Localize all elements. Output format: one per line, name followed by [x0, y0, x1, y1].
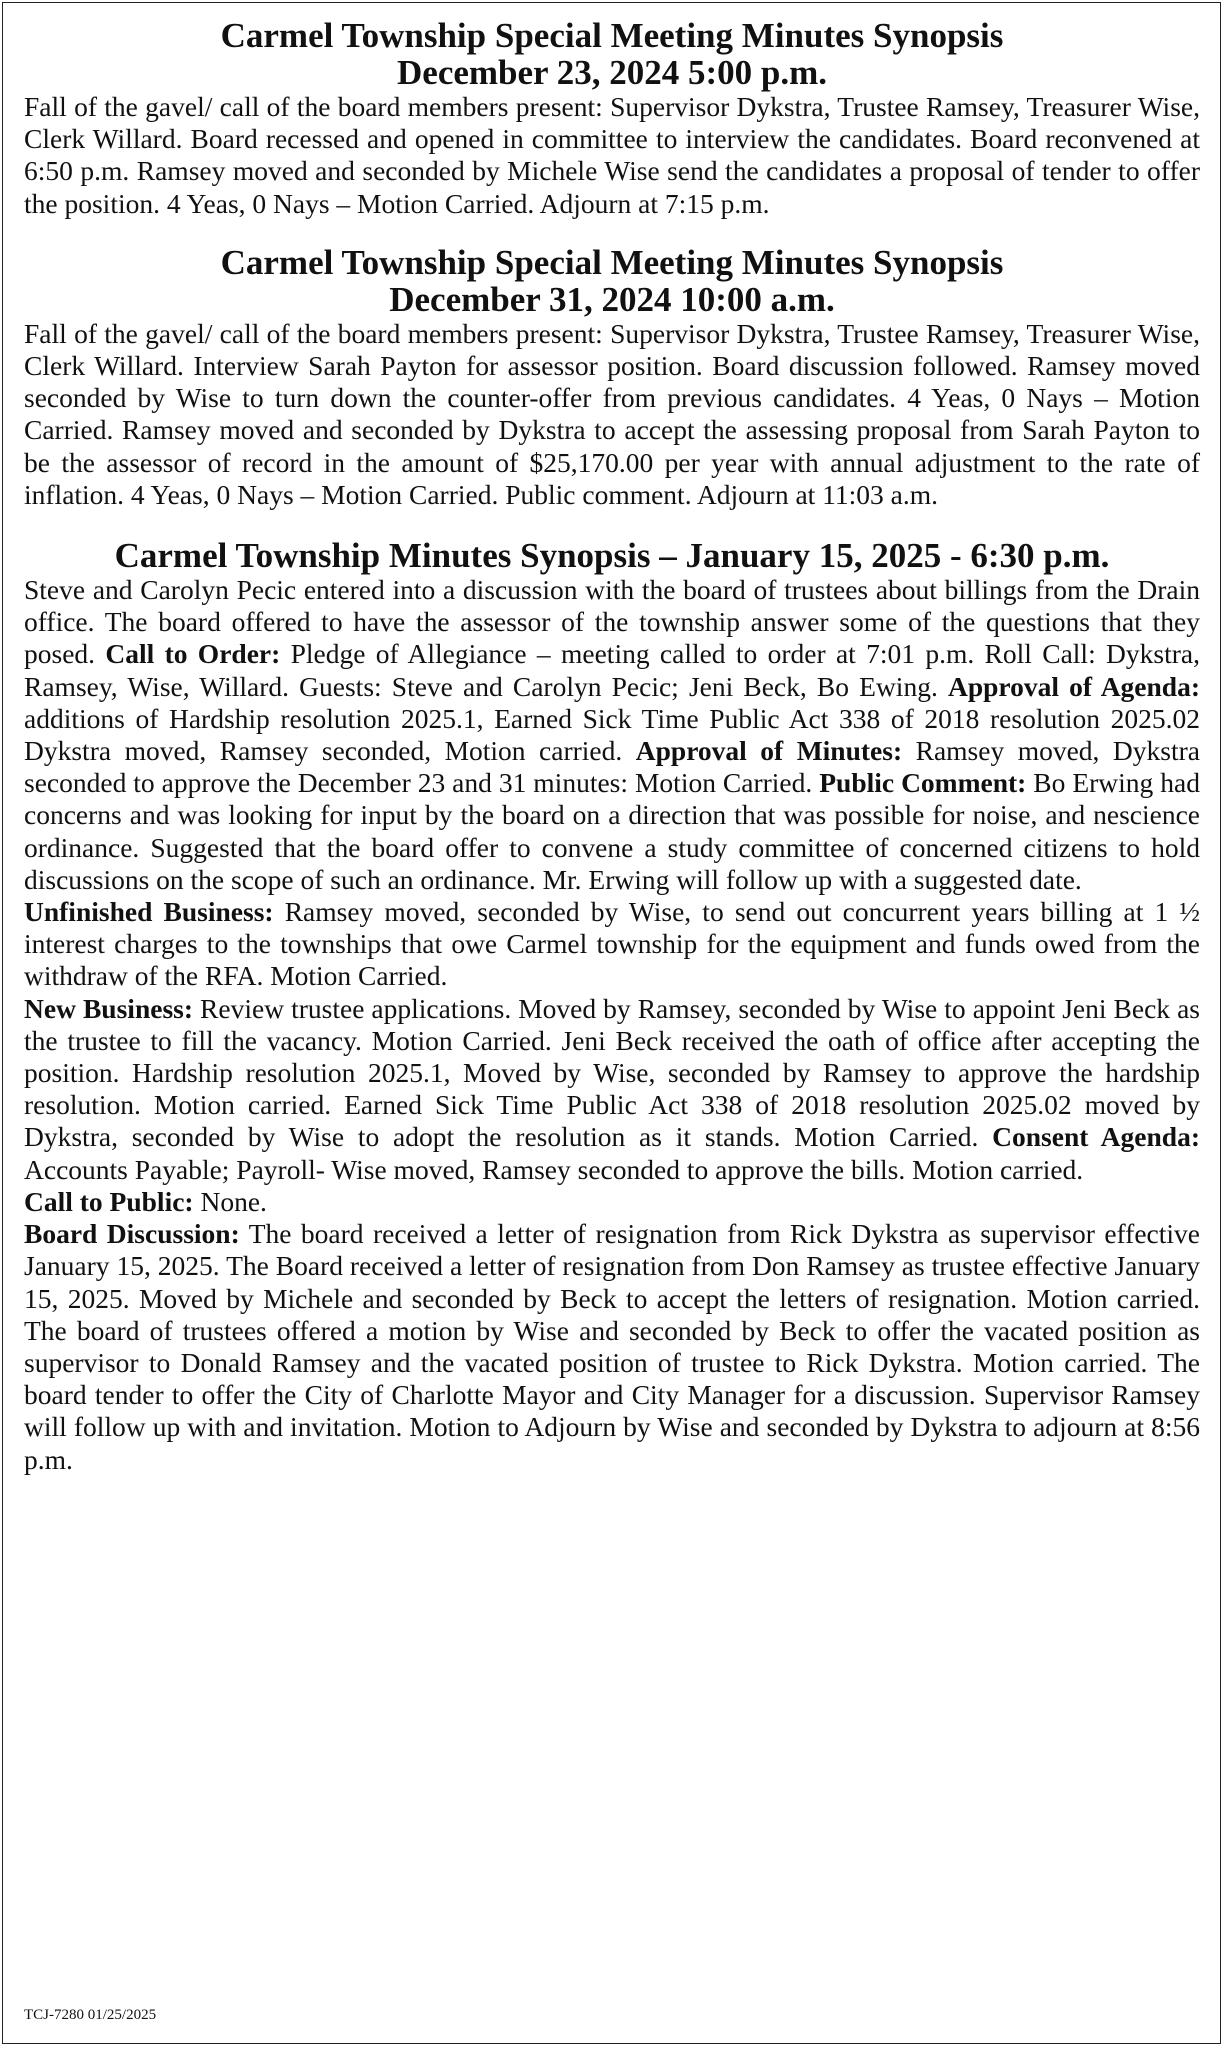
call-to-public	[24, 1186, 1200, 1218]
intro-text: Steve and Carolyn Pecic entered into a discussion with the board of trustees about billings from the Drain office. The board offered to have the assessor of the township answer some of the questions that they posed.	[24, 574, 1200, 670]
approval-agenda-label: Approval of Agenda:	[947, 670, 1200, 702]
unfinished-business-label: Unfinished Business:	[24, 896, 274, 928]
call-to-order-text: Pledge of Allegiance – meeting called to order at 7:01 p.m. Roll Call: Dykstra, Ramsey, Wise, Willard. Guests: Steve and Carolyn Pecic; Jeni Beck, Bo Ewing.	[24, 638, 1200, 702]
meeting-jan-15-opening	[24, 574, 1200, 896]
consent-agenda-text: Accounts Payable; Payroll- Wise moved, Ramsey seconded to approve the bills. Motion carried.	[24, 1153, 1084, 1185]
legal-notice	[2, 2, 1221, 2044]
board-discussion-label: Board Discussion:	[24, 1218, 240, 1250]
meeting-dec-31-title: Carmel Township Special Meeting Minutes Synopsis	[220, 242, 1004, 282]
meeting-dec-23-body: Fall of the gavel/ call of the board members present: Supervisor Dykstra, Trustee Ramsey, Treasurer Wise, Clerk Willard. Board recessed and opened in committee to interview the candidates. Board reconvened at 6:50 p.m. Ramsey moved and seconded by Michele Wise send the candidates a proposal of tender to offer the position. 4 Yeas, 0 Nays – Motion Carried. Adjourn at 7:15 p.m.	[24, 91, 1200, 219]
board-discussion	[24, 1218, 1200, 1476]
new-business	[24, 993, 1200, 1186]
section-spacer	[24, 220, 1200, 244]
meeting-dec-23	[24, 17, 1200, 220]
meeting-jan-15-title: Carmel Township Minutes Synopsis – January 15, 2025 - 6:30 p.m.	[114, 536, 1110, 576]
meeting-dec-23-datetime: December 23, 2024 5:00 p.m.	[397, 53, 827, 92]
meeting-dec-31-body: Fall of the gavel/ call of the board members present: Supervisor Dykstra, Trustee Ramsey, Treasurer Wise, Clerk Willard. Interview Sarah Payton for assessor position. Board discussion followed. Ramsey moved seconded by Wise to turn down the counter-offer from previous candidates. 4 Yeas, 0 Nays – Motion Carried. Ramsey moved and seconded by Dykstra to accept the assessing proposal from Sarah Payton to be the assessor of record in the amount of $25,170.00 per year with annual adjustment to the rate of inflation. 4 Yeas, 0 Nays – Motion Carried. Public comment. Adjourn at 11:03 a.m.	[24, 317, 1200, 510]
board-discussion-text: The board received a letter of resignation from Rick Dykstra as supervisor effective January 15, 2025. The Board received a letter of resignation from Don Ramsey as trustee effective January 15, 2025. Moved by Michele and seconded by Beck to accept the letters of resignation. Motion carried. The board of trustees offered a motion by Wise and seconded by Beck to offer the vacated position as supervisor to Donald Ramsey and the vacated position of trustee to Rick Dykstra. Motion carried. The board tender to offer the City of Charlotte Mayor and City Manager for a discussion. Supervisor Ramsey will follow up with and invitation. Motion to Adjourn by Wise and seconded by Dykstra to adjourn at 8:56 p.m.	[24, 1218, 1200, 1475]
call-to-order-label: Call to Order:	[105, 638, 281, 670]
section-spacer	[24, 511, 1200, 537]
new-business-label: New Business:	[24, 992, 194, 1024]
approval-minutes-label: Approval of Minutes:	[635, 735, 903, 767]
public-comment-label: Public Comment:	[819, 767, 1027, 799]
public-comment-text: Bo Erwing had concerns and was looking for input by the board on a direction that was possible for noise, and nescience ordinance. Suggested that the board offer to convene a study committee of concerned citizens to hold discussions on the scope of such an ordinance. Mr. Erwing will follow up with a suggested date.	[24, 767, 1200, 895]
meeting-jan-15	[24, 537, 1200, 1476]
new-business-text: Review trustee applications. Moved by Ramsey, seconded by Wise to appoint Jeni Beck as the trustee to fill the vacancy. Motion Carried. Jeni Beck received the oath of office after accepting the position. Hardship resolution 2025.1, Moved by Wise, seconded by Ramsey to approve the hardship resolution. Motion carried. Earned Sick Time Public Act 338 of 2018 resolution 2025.02 moved by Dykstra, seconded by Wise to adopt the resolution as it stands. Motion Carried.	[24, 992, 1201, 1153]
meeting-dec-31-datetime: December 31, 2024 10:00 a.m.	[389, 279, 835, 319]
notice-reference: TCJ-7280 01/25/2025	[24, 2007, 157, 2023]
meeting-dec-31	[24, 244, 1200, 511]
approval-agenda-text: additions of Hardship resolution 2025.1, Earned Sick Time Public Act 338 of 2018 resolution 2025.02 Dykstra moved, Ramsey seconded, Motion carried.	[24, 702, 1200, 767]
call-to-public-label: Call to Public:	[24, 1185, 194, 1217]
unfinished-business	[24, 896, 1200, 993]
meeting-dec-23-title: Carmel Township Special Meeting Minutes Synopsis	[220, 16, 1004, 55]
call-to-public-text: None.	[193, 1185, 267, 1217]
unfinished-business-text: Ramsey moved, seconded by Wise, to send out concurrent years billing at 1 ½ interest charges to the townships that owe Carmel township for the equipment and funds owed from the withdraw of the RFA. Motion Carried.	[24, 896, 1200, 992]
consent-agenda-label: Consent Agenda:	[992, 1121, 1200, 1153]
approval-minutes-text: Ramsey moved, Dykstra seconded to approve the December 23 and 31 minutes: Motion Carried.	[24, 735, 1200, 799]
